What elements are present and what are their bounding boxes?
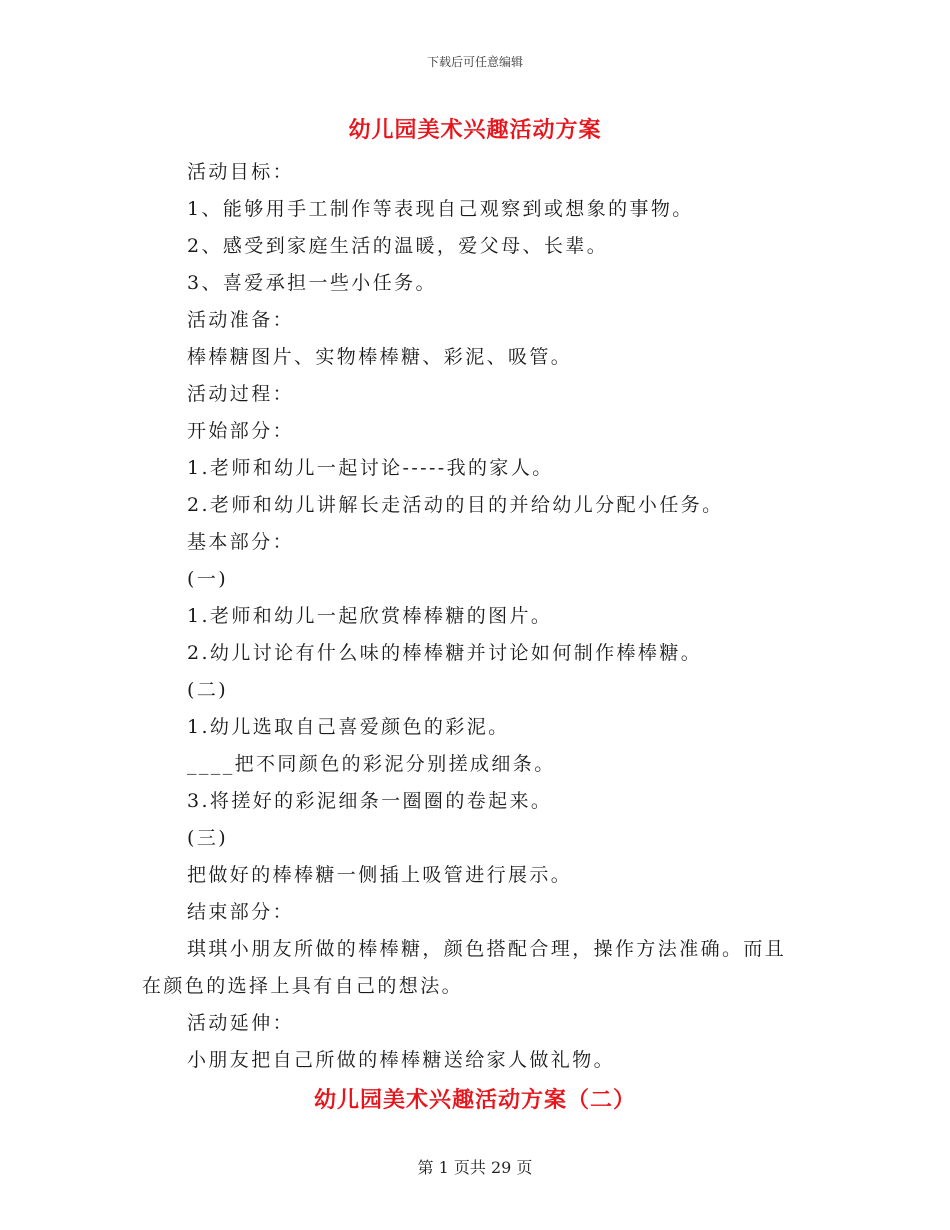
section-heading-extension: 活动延伸： (187, 1012, 295, 1034)
page-number-footer: 第 1 页共 29 页 (417, 1158, 533, 1177)
extension-text: 小朋友把自己所做的棒棒糖送给家人做礼物。 (187, 1049, 616, 1071)
part-marker-2: (二) (187, 679, 229, 701)
goal-item-2: 2、感受到家庭生活的温暖，爱父母、长辈。 (187, 235, 609, 257)
goal-item-1: 1、能够用手工制作等表现自己观察到或想象的事物。 (187, 198, 694, 220)
part3-item-1: 把做好的棒棒糖一侧插上吸管进行展示。 (187, 864, 573, 886)
part1-item-2: 2.幼儿讨论有什么味的棒棒糖并讨论如何制作棒棒糖。 (187, 642, 703, 664)
part2-item-2: ____把不同颜色的彩泥分别搓成细条。 (187, 753, 556, 775)
subheading-ending: 结束部分： (187, 901, 295, 923)
part1-item-1: 1.老师和幼儿一起欣赏棒棒糖的图片。 (187, 605, 553, 627)
section-heading-preparation: 活动准备： (187, 309, 295, 331)
part-marker-1: (一) (187, 568, 229, 590)
start-item-2: 2.老师和幼儿讲解长走活动的目的并给幼儿分配小任务。 (187, 494, 724, 516)
document-title: 幼儿园美术兴趣活动方案 (348, 117, 602, 143)
subheading-start: 开始部分： (187, 420, 295, 442)
part-marker-3: (三) (187, 827, 229, 849)
ending-paragraph-line-2: 在颜色的选择上具有自己的想法。 (142, 975, 464, 997)
start-item-1: 1.老师和幼儿一起讨论-----我的家人。 (187, 457, 554, 479)
subheading-basic: 基本部分： (187, 531, 295, 553)
part2-item-3: 3.将搓好的彩泥细条一圈圈的卷起来。 (187, 790, 553, 812)
preparation-text: 棒棒糖图片、实物棒棒糖、彩泥、吸管。 (187, 346, 573, 368)
section-heading-process: 活动过程： (187, 383, 295, 405)
goal-item-3: 3、喜爱承担一些小任务。 (187, 272, 437, 294)
section-heading-goals: 活动目标： (187, 161, 295, 183)
ending-paragraph-line-1: 琪琪小朋友所做的棒棒糖，颜色搭配合理，操作方法准确。而且 (187, 938, 787, 960)
header-note: 下载后可任意编辑 (426, 55, 523, 69)
document-title-2: 幼儿园美术兴趣活动方案（二） (313, 1087, 636, 1113)
part2-item-1: 1.幼儿选取自己喜爱颜色的彩泥。 (187, 716, 510, 738)
